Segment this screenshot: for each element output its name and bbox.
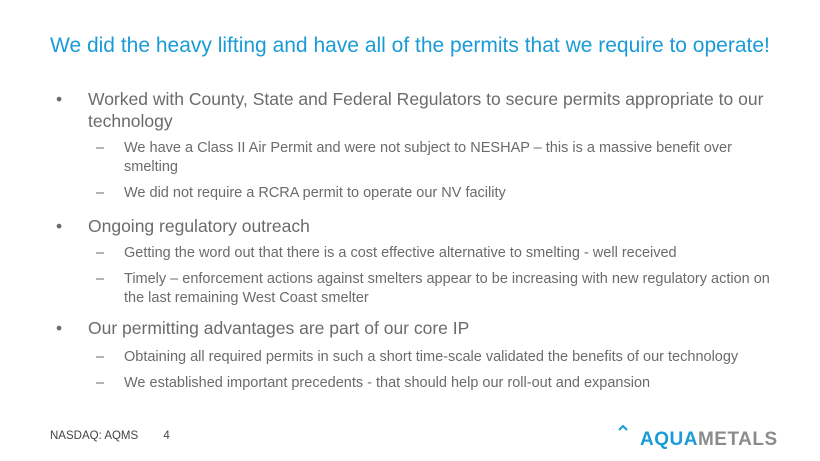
- bullet-text: Worked with County, State and Federal Regulators to secure permits appropriate to our technology: [88, 89, 764, 131]
- page-number: 4: [163, 430, 170, 442]
- sub-bullet-text: We established important precedents - that should help our roll-out and expansion: [124, 375, 651, 391]
- sub-bullet-text: We did not require a RCRA permit to operate our NV facility: [124, 185, 506, 201]
- dash-marker: –: [96, 271, 105, 287]
- company-logo: [612, 425, 787, 453]
- sub-bullet-text: Timely – enforcement actions against smelters appear to be increasing with new regulatory action on the last remaining West Coast smelter: [124, 271, 770, 306]
- bullet-text: Ongoing regulatory outreach: [88, 216, 310, 236]
- dash-marker: –: [96, 140, 105, 156]
- slide-title: We did the heavy lifting and have all of the permits that we require to operate!: [50, 34, 770, 57]
- logo-word-aqua: AQUA: [640, 429, 698, 450]
- sub-bullet-item: [56, 374, 776, 393]
- sub-bullet-item: [56, 184, 776, 203]
- dash-marker: –: [96, 185, 105, 201]
- sub-bullet-item: [56, 244, 776, 263]
- sub-bullet-item: [56, 348, 776, 367]
- drop-icon: [618, 425, 628, 431]
- bullet-marker: •: [56, 318, 63, 338]
- bullet-text: Our permitting advantages are part of our core IP: [88, 318, 470, 338]
- sub-bullet-text: Getting the word out that there is a cost effective alternative to smelting - well received: [124, 245, 677, 261]
- dash-marker: –: [96, 375, 105, 391]
- bullet-item: [56, 215, 776, 237]
- sub-bullet-item: [56, 139, 776, 177]
- sub-bullet-item: [56, 270, 776, 308]
- dash-marker: –: [96, 245, 105, 261]
- bullet-item: [56, 317, 776, 339]
- bullet-marker: •: [56, 216, 63, 236]
- sub-bullet-text: Obtaining all required permits in such a short time-scale validated the benefits of our technology: [124, 349, 739, 365]
- footer-ticker: NASDAQ: AQMS: [50, 430, 139, 442]
- footer: [50, 430, 170, 442]
- bullet-marker: •: [56, 89, 63, 109]
- logo-word-metals: METALS: [697, 429, 778, 450]
- slide-content: [56, 88, 776, 393]
- sub-bullet-text: We have a Class II Air Permit and were not subject to NESHAP – this is a massive benefit over smelting: [124, 140, 732, 175]
- logo-wordmark: [640, 429, 778, 451]
- bullet-item: [56, 88, 776, 132]
- dash-marker: –: [96, 349, 105, 365]
